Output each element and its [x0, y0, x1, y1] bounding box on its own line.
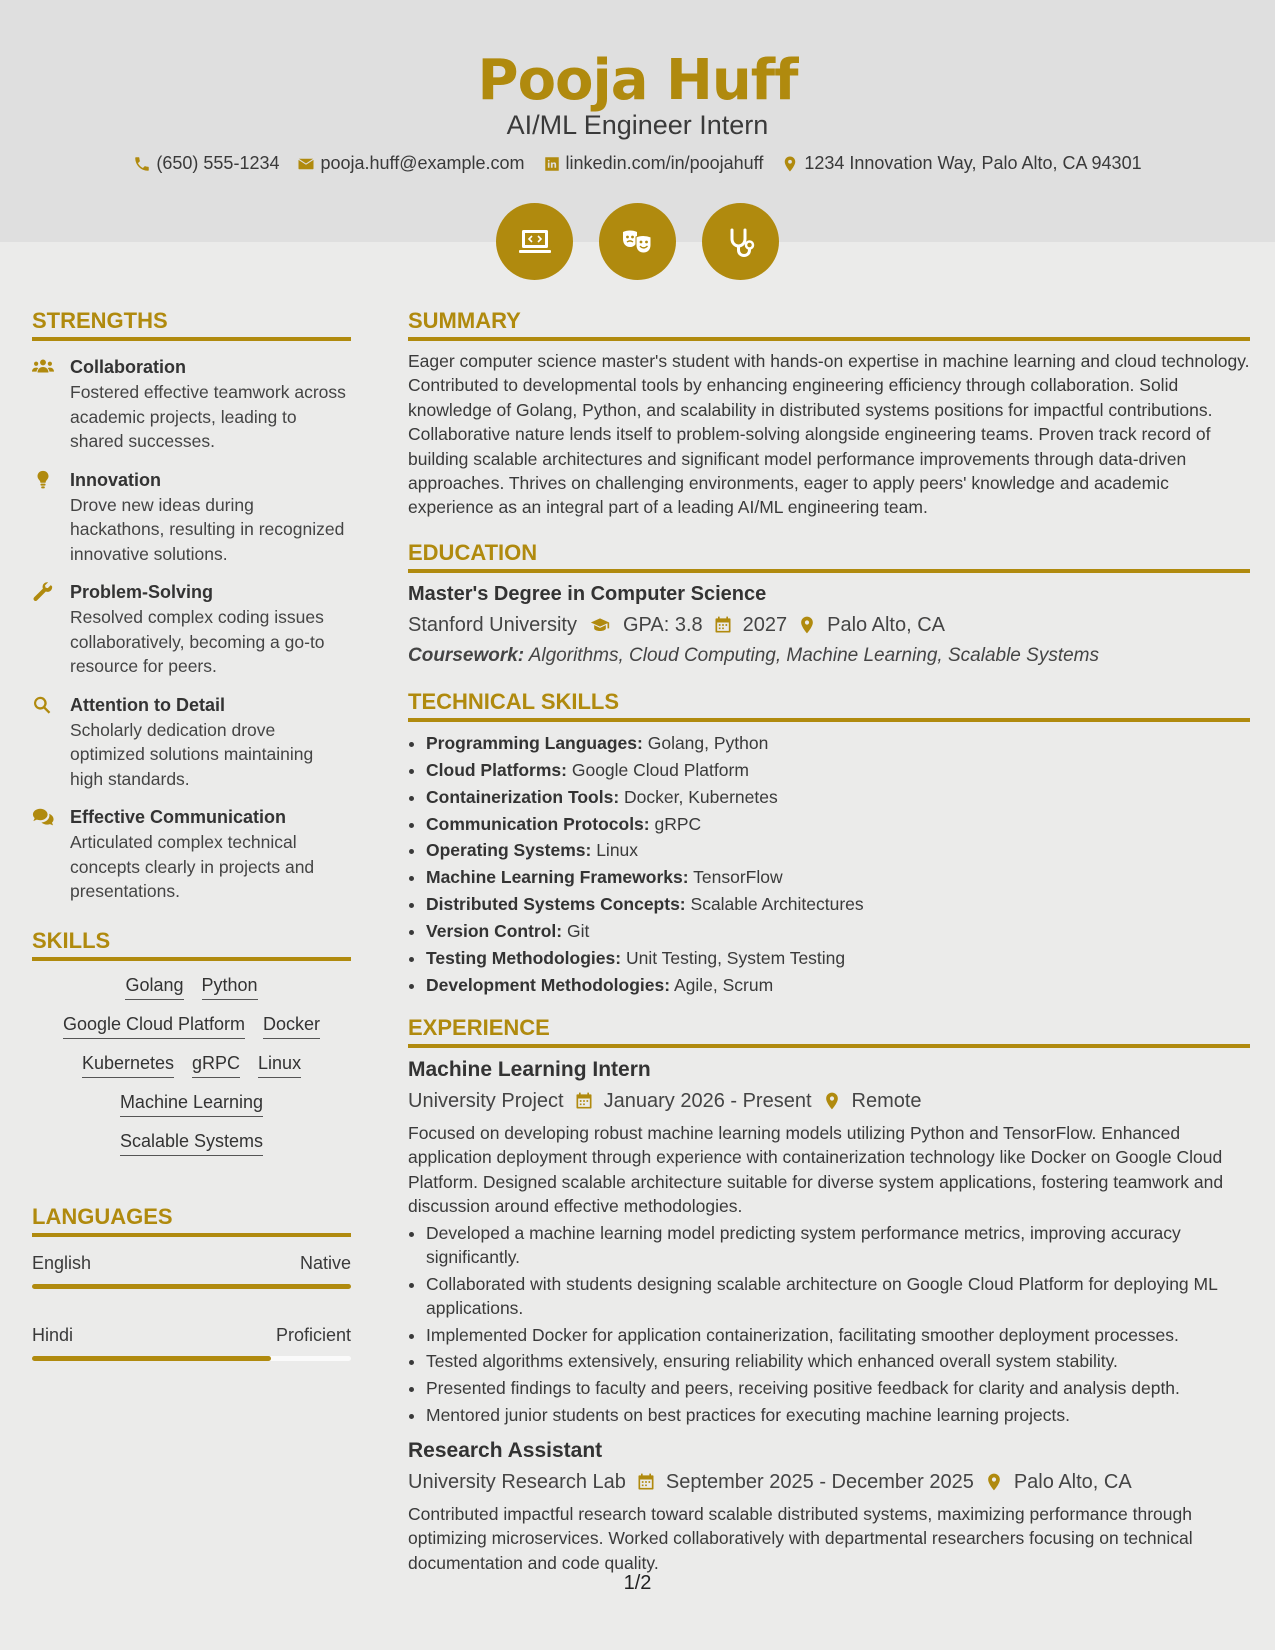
education-heading: EDUCATION: [408, 540, 1250, 573]
skill-label: Version Control:: [426, 921, 563, 942]
skills-heading: SKILLS: [32, 928, 351, 961]
candidate-role: AI/ML Engineer Intern: [506, 110, 769, 140]
skill-label: Programming Languages:: [426, 732, 643, 753]
list-item: • Implemented Docker for application containerization, facilitating smoother deployment processes.: [426, 1323, 1250, 1347]
skill-value: Golang, Python: [647, 732, 769, 753]
list-item: • Presented findings to faculty and peers, receiving positive feedback for clarity and analysis depth.: [426, 1376, 1250, 1400]
wrench-icon: [32, 582, 54, 602]
calendar-icon: [574, 1091, 594, 1111]
skill-value: Google Cloud Platform: [571, 759, 749, 780]
coursework-label: Coursework:: [408, 644, 525, 666]
job-dates: January 2026 - Present: [603, 1089, 812, 1112]
skill-label: Distributed Systems Concepts:: [426, 894, 686, 915]
job-description: Focused on developing robust machine learning models utilizing Python and TensorFlow. Enhanced application deployment through experience with containerization technology like Docker on Google Cloud Platform. Designed scalable architecture suitable for diverse system applications, fostering teamwork and discussion around effective methodologies.: [408, 1122, 1224, 1217]
job-title: Research Assistant: [408, 1438, 603, 1462]
list-item: [426, 730, 1250, 757]
strength-desc: Articulated complex technical concepts clearly in projects and presentations.: [70, 832, 315, 901]
job-meta: [408, 1090, 1250, 1113]
list-item: [426, 784, 1250, 811]
language-bar-fill: [32, 1284, 351, 1289]
list-item: • Tested algorithms extensively, ensuring reliability which enhanced overall system stability.: [426, 1349, 1250, 1373]
skill-value: Linux: [596, 840, 639, 861]
skill-tag: Python: [202, 975, 258, 1000]
coursework-list: Algorithms, Cloud Computing, Machine Learning, Scalable Systems: [528, 644, 1099, 666]
school-location: Palo Alto, CA: [827, 613, 945, 636]
skill-tag: Machine Learning: [120, 1092, 263, 1117]
strength-item: [32, 580, 351, 679]
skill-label: Development Methodologies:: [426, 975, 671, 995]
list-item: • Developed a machine learning model predicting system performance metrics, improving accuracy significantly.: [426, 1221, 1250, 1270]
map-marker-icon: [822, 1091, 842, 1111]
job-org: University Research Lab: [408, 1470, 626, 1493]
contact-bar: [0, 153, 1275, 174]
language-name: Hindi: [32, 1324, 74, 1345]
skill-value: TensorFlow: [693, 867, 783, 888]
list-item: [426, 811, 1250, 838]
language-item: [32, 1253, 351, 1289]
phone-icon: [133, 155, 151, 173]
skill-row: [63, 1014, 320, 1039]
summary-heading: SUMMARY: [408, 308, 1250, 341]
job-description: Contributed impactful research toward scalable distributed systems, maximizing performance through optimizing microservices. Worked collaboratively with departmental researchers focusing on technical documentation and code quality.: [408, 1503, 1193, 1573]
skill-tag: Golang: [125, 975, 183, 1000]
skill-value: Scalable Architectures: [690, 894, 864, 915]
map-marker-icon: [797, 615, 817, 635]
skills-cloud: [32, 975, 351, 1156]
job-location: Remote: [851, 1089, 922, 1112]
left-column: [32, 308, 351, 1361]
language-name: English: [32, 1252, 92, 1273]
page-number: 1/2: [623, 1572, 652, 1594]
skill-row: [120, 1092, 263, 1117]
list-item: • Collaborated with students designing scalable architecture on Google Cloud Platform for deploying ML applications.: [426, 1272, 1250, 1321]
skill-value: Agile, Scrum: [673, 975, 774, 995]
job-meta: [408, 1471, 1250, 1494]
stethoscope-icon: [702, 203, 779, 280]
list-item: [426, 918, 1250, 945]
language-level: Proficient: [275, 1324, 351, 1345]
masks-theater-icon: [599, 203, 676, 280]
strength-item: [32, 805, 351, 904]
degree-title: Master's Degree in Computer Science: [408, 582, 767, 605]
list-item: [426, 837, 1250, 864]
coursework: [408, 645, 1250, 667]
skill-row: [120, 1131, 263, 1156]
strengths-heading: STRENGTHS: [32, 308, 351, 341]
job-dates: September 2025 - December 2025: [665, 1470, 974, 1493]
school-name: Stanford University: [408, 613, 577, 636]
strength-name: Attention to Detail: [70, 694, 225, 715]
job-bullets: [408, 1221, 1250, 1427]
contact-address: [781, 153, 1141, 174]
right-column: [408, 308, 1250, 1575]
education-meta: [408, 614, 1250, 637]
calendar-icon: [713, 615, 733, 635]
skill-tag: gRPC: [192, 1053, 240, 1078]
skill-row: [82, 1053, 301, 1078]
skill-tag: Linux: [258, 1053, 301, 1078]
list-item: • Mentored junior students on best practices for executing machine learning projects.: [426, 1403, 1250, 1427]
strength-item: [32, 355, 351, 454]
interest-badges: [0, 203, 1275, 280]
skill-value: Unit Testing, System Testing: [625, 948, 846, 969]
skill-value: Git: [567, 921, 590, 942]
contact-phone-text: (650) 555-1234: [156, 153, 280, 173]
list-item: [426, 972, 1250, 999]
job-org: University Project: [408, 1089, 564, 1112]
graduation-cap-icon: [587, 615, 613, 635]
strength-desc: Fostered effective teamwork across academic projects, leading to shared successes.: [70, 382, 346, 451]
strength-name: Collaboration: [70, 357, 186, 377]
skill-label: Operating Systems:: [426, 840, 592, 861]
gpa: GPA: 3.8: [622, 613, 703, 636]
strength-item: [32, 693, 351, 792]
job-title: Machine Learning Intern: [408, 1057, 651, 1081]
users-icon: [32, 357, 54, 377]
map-marker-icon: [984, 1472, 1004, 1492]
technical-skills-heading: TECHNICAL SKILLS: [408, 689, 1250, 722]
languages-heading: LANGUAGES: [32, 1204, 351, 1237]
skill-label: Communication Protocols:: [426, 813, 650, 834]
skill-tag: Scalable Systems: [120, 1131, 263, 1156]
skill-value: Docker, Kubernetes: [624, 786, 778, 807]
skill-label: Machine Learning Frameworks:: [426, 867, 689, 888]
strength-desc: Resolved complex coding issues collaboratively, becoming a go-to resource for peers.: [70, 607, 325, 676]
list-item: [426, 864, 1250, 891]
strength-name: Effective Communication: [70, 807, 287, 827]
language-bar: [32, 1356, 351, 1361]
contact-linkedin[interactable]: [543, 153, 764, 174]
skill-tag: Docker: [263, 1014, 320, 1039]
job-location: Palo Alto, CA: [1013, 1470, 1132, 1493]
contact-address-text: 1234 Innovation Way, Palo Alto, CA 94301: [804, 153, 1142, 173]
technical-skills-list: [408, 730, 1250, 999]
experience-heading: EXPERIENCE: [408, 1015, 1250, 1048]
strength-name: Problem-Solving: [70, 582, 214, 602]
strength-desc: Scholarly dedication drove optimized solutions maintaining high standards.: [70, 719, 314, 789]
list-item: [426, 757, 1250, 784]
skill-tag: Kubernetes: [82, 1053, 174, 1078]
candidate-name: Pooja Huff: [477, 48, 798, 113]
grad-year: 2027: [742, 613, 788, 636]
skill-value: gRPC: [654, 813, 702, 834]
contact-email[interactable]: [297, 153, 524, 174]
envelope-icon: [297, 155, 315, 173]
map-marker-icon: [781, 155, 799, 173]
skill-tag: Google Cloud Platform: [63, 1014, 245, 1039]
contact-email-text: pooja.huff@example.com: [320, 153, 525, 173]
list-item: [426, 945, 1250, 972]
skill-label: Cloud Platforms:: [426, 759, 567, 780]
strength-name: Innovation: [70, 469, 161, 490]
skill-row: [125, 975, 257, 1000]
search-icon: [32, 695, 54, 715]
language-bar-fill: [32, 1356, 271, 1361]
calendar-icon: [636, 1472, 656, 1492]
comments-icon: [32, 807, 54, 827]
summary-text: Eager computer science master's student with hands-on expertise in machine learning and cloud technology. Contributed to developmental tools by enhancing engineering efficiency through collaboration. Solid knowledge of Golang, Python, and scalability in distributed systems positions for impactful contributions. Collaborative nature lends itself to problem-solving alongside engineering teams. Proven track record of building scalable architectures and significant model performance improvements through data-driven approaches. Thrives on challenging environments, eager to apply peers' knowledge and academic experience as an integral part of a leading AI/ML engineering team.: [408, 351, 1250, 518]
language-level: Native: [299, 1252, 351, 1273]
language-item: [32, 1325, 351, 1361]
laptop-code-icon: [496, 203, 573, 280]
contact-linkedin-text: linkedin.com/in/poojahuff: [565, 153, 764, 173]
strength-item: [32, 468, 351, 567]
skill-label: Testing Methodologies:: [426, 948, 622, 969]
language-bar: [32, 1284, 351, 1289]
linkedin-icon: [543, 155, 561, 173]
list-item: [426, 891, 1250, 918]
skill-label: Containerization Tools:: [426, 786, 620, 807]
strength-desc: Drove new ideas during hackathons, resulting in recognized innovative solutions.: [70, 494, 345, 564]
contact-phone[interactable]: [133, 153, 279, 174]
lightbulb-icon: [32, 470, 54, 490]
